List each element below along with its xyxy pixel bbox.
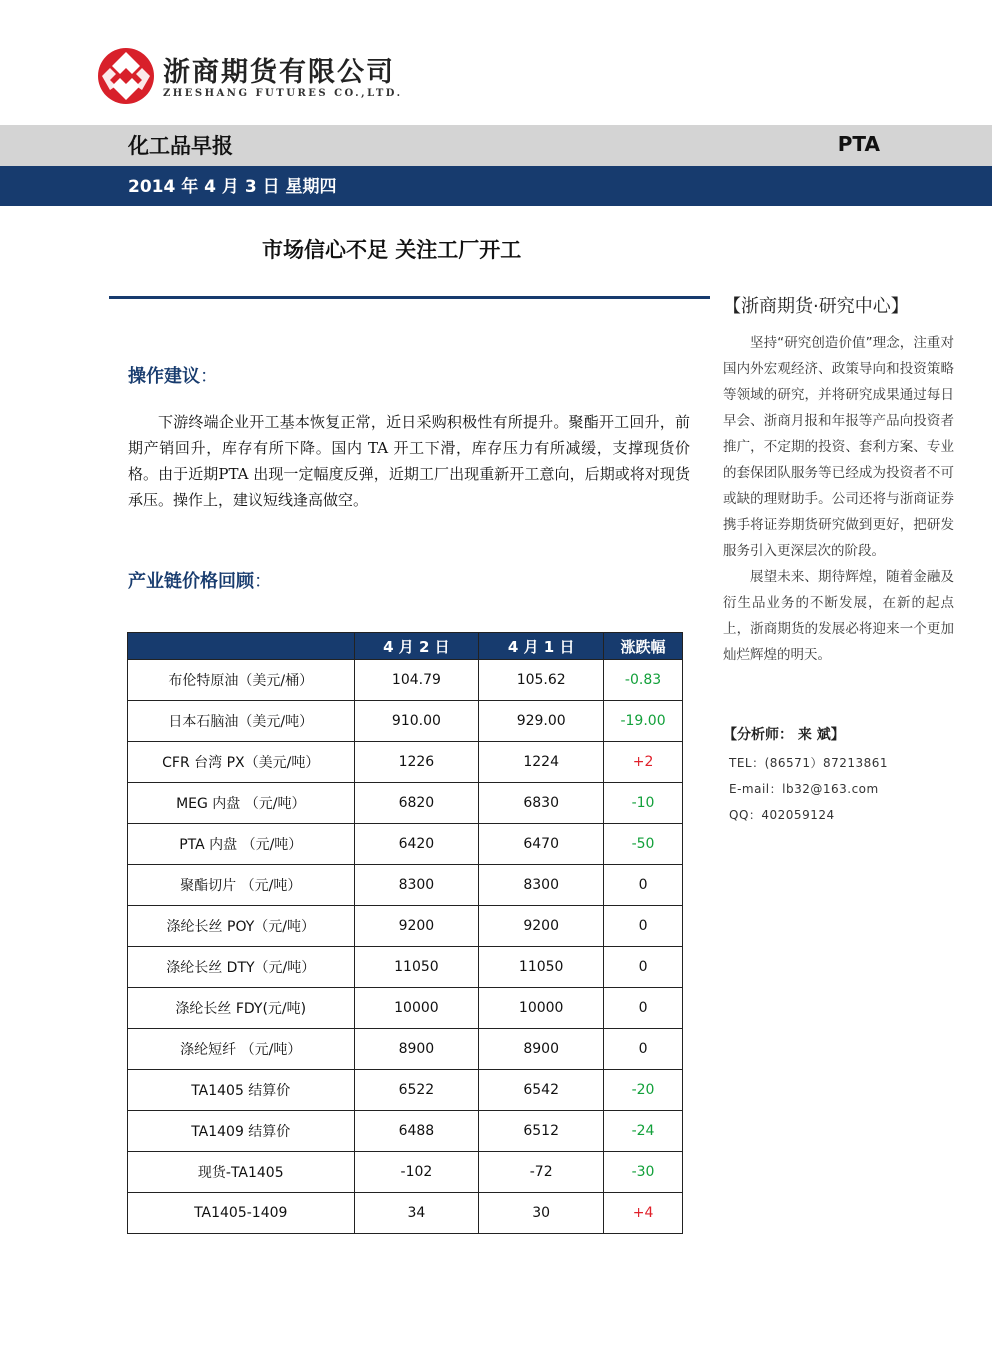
row-name-cell: 聚酯切片 （元/吨） bbox=[128, 865, 355, 906]
row-name-cell: CFR 台湾 PX（美元/吨） bbox=[128, 742, 355, 783]
report-date: 2014 年 4 月 3 日 星期四 bbox=[128, 177, 337, 197]
row-name-cell: 现货-TA1405 bbox=[128, 1152, 355, 1193]
row-value-date1: 910.00 bbox=[354, 701, 479, 742]
row-name-cell: 涤纶长丝 DTY（元/吨） bbox=[128, 947, 355, 988]
row-value-date2: 6470 bbox=[479, 824, 604, 865]
row-change-cell: -10 bbox=[604, 783, 683, 824]
analyst-qq: QQ：402059124 bbox=[729, 808, 835, 822]
table-row bbox=[128, 906, 683, 947]
headline: 市场信心不足 关注工厂开工 bbox=[262, 238, 522, 262]
table-row bbox=[128, 1070, 683, 1111]
table-row bbox=[128, 824, 683, 865]
analyst-email: E-mail：lb32@163.com bbox=[729, 782, 879, 796]
row-value-date2: -72 bbox=[479, 1152, 604, 1193]
column-header-item bbox=[128, 633, 355, 660]
row-value-date1: 6522 bbox=[354, 1070, 479, 1111]
row-change-cell: +2 bbox=[604, 742, 683, 783]
row-value-date1: 11050 bbox=[354, 947, 479, 988]
table-row bbox=[128, 988, 683, 1029]
row-change-cell: 0 bbox=[604, 1029, 683, 1070]
price-table bbox=[127, 632, 683, 1234]
row-change-cell: -50 bbox=[604, 824, 683, 865]
row-name-cell: TA1405-1409 bbox=[128, 1193, 355, 1234]
advice-text: 下游终端企业开工基本恢复正常，近日采购积极性有所提升。聚酯开工回升，前期产销回升，库存有所下降。国内 TA 开工下滑，库存压力有所减缓，支撑现货价格。由于近期PTA 出现一定幅度反弹，近期工厂出现重新开工意向，后期或将对现货承压。操作上，建议短线逢高做空。 bbox=[128, 413, 690, 509]
column-header-change: 涨跌幅 bbox=[604, 633, 683, 660]
report-type: 化工品早报 bbox=[128, 134, 233, 158]
row-value-date1: 10000 bbox=[354, 988, 479, 1029]
company-name-cn: 浙商期货有限公司 bbox=[163, 57, 395, 88]
sidebar-title: 【浙商期货·研究中心】 bbox=[723, 296, 909, 317]
table-row bbox=[128, 660, 683, 701]
column-header-date1: 4 月 2 日 bbox=[354, 633, 479, 660]
sidebar-paragraph: 坚持“研究创造价值”理念，注重对国内外宏观经济、政策导向和投资策略等领域的研究，并将研究成果通过每日早会、浙商月报和年报等产品向投资者推广，不定期的投资、套利方案、专业的套保团队服务等已经成为投资者不可或缺的理财助手。公司还将与浙商证券携手将证券期货研究做到更好，把研发服务引入更深层次的阶段。 bbox=[723, 335, 954, 559]
row-value-date2: 105.62 bbox=[479, 660, 604, 701]
row-change-cell: 0 bbox=[604, 906, 683, 947]
row-change-cell: +4 bbox=[604, 1193, 683, 1234]
table-header-row bbox=[128, 633, 683, 660]
row-name-cell: 涤纶长丝 FDY(元/吨) bbox=[128, 988, 355, 1029]
advice-title: 操作建议： bbox=[128, 366, 218, 387]
table-row bbox=[128, 1111, 683, 1152]
headline-divider bbox=[109, 296, 710, 299]
row-name-cell: TA1409 结算价 bbox=[128, 1111, 355, 1152]
row-value-date1: 8300 bbox=[354, 865, 479, 906]
row-value-date2: 9200 bbox=[479, 906, 604, 947]
row-change-cell: -24 bbox=[604, 1111, 683, 1152]
sidebar-intro bbox=[723, 330, 954, 668]
table-row bbox=[128, 1152, 683, 1193]
row-value-date1: 6820 bbox=[354, 783, 479, 824]
row-name-cell: 日本石脑油（美元/吨） bbox=[128, 701, 355, 742]
table-row bbox=[128, 947, 683, 988]
row-change-cell: 0 bbox=[604, 947, 683, 988]
row-name-cell: 布伦特原油（美元/桶） bbox=[128, 660, 355, 701]
row-value-date2: 8300 bbox=[479, 865, 604, 906]
table-row bbox=[128, 1029, 683, 1070]
row-name-cell: PTA 内盘 （元/吨） bbox=[128, 824, 355, 865]
row-value-date2: 8900 bbox=[479, 1029, 604, 1070]
row-change-cell: -20 bbox=[604, 1070, 683, 1111]
row-value-date2: 6512 bbox=[479, 1111, 604, 1152]
row-change-cell: -19.00 bbox=[604, 701, 683, 742]
row-change-cell: -30 bbox=[604, 1152, 683, 1193]
row-value-date2: 1224 bbox=[479, 742, 604, 783]
row-value-date1: 104.79 bbox=[354, 660, 479, 701]
row-value-date2: 929.00 bbox=[479, 701, 604, 742]
row-value-date2: 6542 bbox=[479, 1070, 604, 1111]
row-value-date2: 6830 bbox=[479, 783, 604, 824]
analyst-name: 【分析师： 来 斌】 bbox=[723, 727, 845, 743]
row-name-cell: 涤纶短纤 （元/吨） bbox=[128, 1029, 355, 1070]
row-value-date2: 11050 bbox=[479, 947, 604, 988]
row-value-date1: 1226 bbox=[354, 742, 479, 783]
row-change-cell: -0.83 bbox=[604, 660, 683, 701]
table-row bbox=[128, 1193, 683, 1234]
review-title: 产业链价格回顾： bbox=[128, 571, 272, 592]
table-row bbox=[128, 783, 683, 824]
row-change-cell: 0 bbox=[604, 865, 683, 906]
row-value-date1: 8900 bbox=[354, 1029, 479, 1070]
row-value-date1: 9200 bbox=[354, 906, 479, 947]
row-value-date1: 6420 bbox=[354, 824, 479, 865]
row-name-cell: MEG 内盘 （元/吨） bbox=[128, 783, 355, 824]
table-row bbox=[128, 701, 683, 742]
row-value-date2: 10000 bbox=[479, 988, 604, 1029]
column-header-date2: 4 月 1 日 bbox=[479, 633, 604, 660]
company-name-en: ZHESHANG FUTURES CO.,LTD. bbox=[163, 88, 403, 99]
table-row bbox=[128, 865, 683, 906]
row-name-cell: 涤纶长丝 POY（元/吨） bbox=[128, 906, 355, 947]
company-logo-icon bbox=[96, 46, 156, 106]
row-name-cell: TA1405 结算价 bbox=[128, 1070, 355, 1111]
analyst-tel: TEL：(86571）87213861 bbox=[729, 756, 889, 770]
row-value-date2: 30 bbox=[479, 1193, 604, 1234]
row-value-date1: -102 bbox=[354, 1152, 479, 1193]
row-value-date1: 6488 bbox=[354, 1111, 479, 1152]
sidebar-paragraph: 展望未来、期待辉煌，随着金融及衍生品业务的不断发展，在新的起点上，浙商期货的发展必将迎来一个更加灿烂辉煌的明天。 bbox=[723, 569, 954, 663]
row-value-date1: 34 bbox=[354, 1193, 479, 1234]
product-name: PTA bbox=[837, 132, 880, 156]
row-change-cell: 0 bbox=[604, 988, 683, 1029]
table-row bbox=[128, 742, 683, 783]
